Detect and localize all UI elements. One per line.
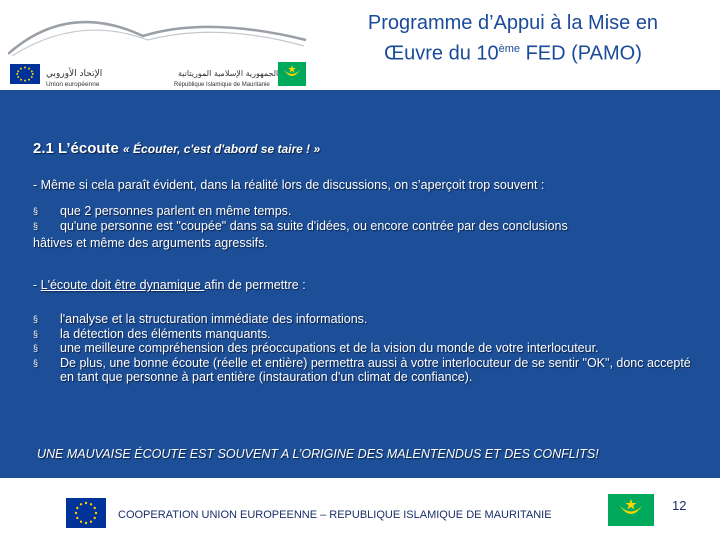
list-item: § une meilleure compréhension des préoccupations et de la vision du monde de votre interlocuteur. — [33, 341, 599, 355]
list-continuation: hâtives et même des arguments agressifs. — [33, 236, 268, 250]
footer-text: COOPERATION UNION EUROPEENNE – REPUBLIQUE ISLAMIQUE DE MAURITANIE — [118, 509, 552, 521]
section-heading-title: 2.1 L’écoute — [33, 140, 119, 157]
title-prefix: Œuvre du 10 — [384, 42, 499, 65]
list-item: § que 2 personnes parlent en même temps. — [33, 204, 292, 218]
list-item: § qu'une personne est "coupée" dans sa suite d'idées, ou encore contrée par des conclusions — [33, 218, 568, 233]
mountains-logo-graphic — [8, 6, 308, 88]
intro-paragraph: - Même si cela paraît évident, dans la réalité lors de discussions, on s’aperçoit trop souvent : — [33, 178, 545, 192]
bullet-marker: § — [33, 314, 39, 324]
bullet-list-2 — [33, 312, 693, 385]
bullet-marker: § — [33, 206, 39, 216]
bullet-marker: § — [33, 357, 39, 368]
list-item: § De plus, une bonne écoute (réelle et entière) permettra aussi à votre interlocuteur de se sentir "OK", donc accepté en tant que personne à part entière (instauration d'un climat de confiance). — [33, 355, 691, 384]
footer-mauritania-flag-icon — [608, 494, 654, 526]
mauritania-flag-icon — [278, 62, 306, 86]
title-suffix: FED (PAMO) — [520, 42, 642, 65]
bullet-marker: § — [33, 328, 39, 339]
content-panel — [0, 90, 720, 478]
eu-logo-text: Union européenne — [46, 81, 100, 88]
section-heading-quote: « Écouter, c'est d'abord se taire ! » — [123, 142, 321, 156]
eu-logo-text-ar: الإتحاد الأوروبي — [46, 69, 103, 79]
bullet-marker: § — [33, 343, 39, 353]
slide-title-line1: Programme d’Appui à la Mise en — [367, 12, 659, 34]
bullet-marker: § — [33, 220, 39, 231]
dynamic-listening-paragraph: - L'écoute doit être dynamique afin de permettre : — [33, 278, 306, 292]
mr-logo-text-ar: الجمهورية الإسلامية الموريتانية — [178, 69, 279, 78]
closing-statement: UNE MAUVAISE ÉCOUTE EST SOUVENT A L’ORIGINE DES MALENTENDUS ET DES CONFLITS! — [37, 447, 599, 461]
slide-title — [318, 10, 708, 67]
partner-logos — [8, 6, 308, 88]
mr-logo-text: République Islamique de Mauritanie — [174, 82, 270, 88]
list-item: § la détection des éléments manquants. — [33, 326, 271, 341]
bullet-list-1 — [33, 204, 693, 233]
section-heading — [33, 140, 320, 157]
footer-eu-flag-icon — [66, 498, 106, 528]
slide-title-line2 — [318, 36, 708, 67]
title-superscript: ème — [498, 43, 521, 55]
slide-header — [0, 0, 720, 90]
eu-flag-icon — [10, 64, 40, 84]
page-number: 12 — [672, 498, 687, 513]
underlined-phrase: L'écoute doit être dynamique — [40, 278, 205, 292]
list-item: § l'analyse et la structuration immédiate des informations. — [33, 312, 368, 326]
